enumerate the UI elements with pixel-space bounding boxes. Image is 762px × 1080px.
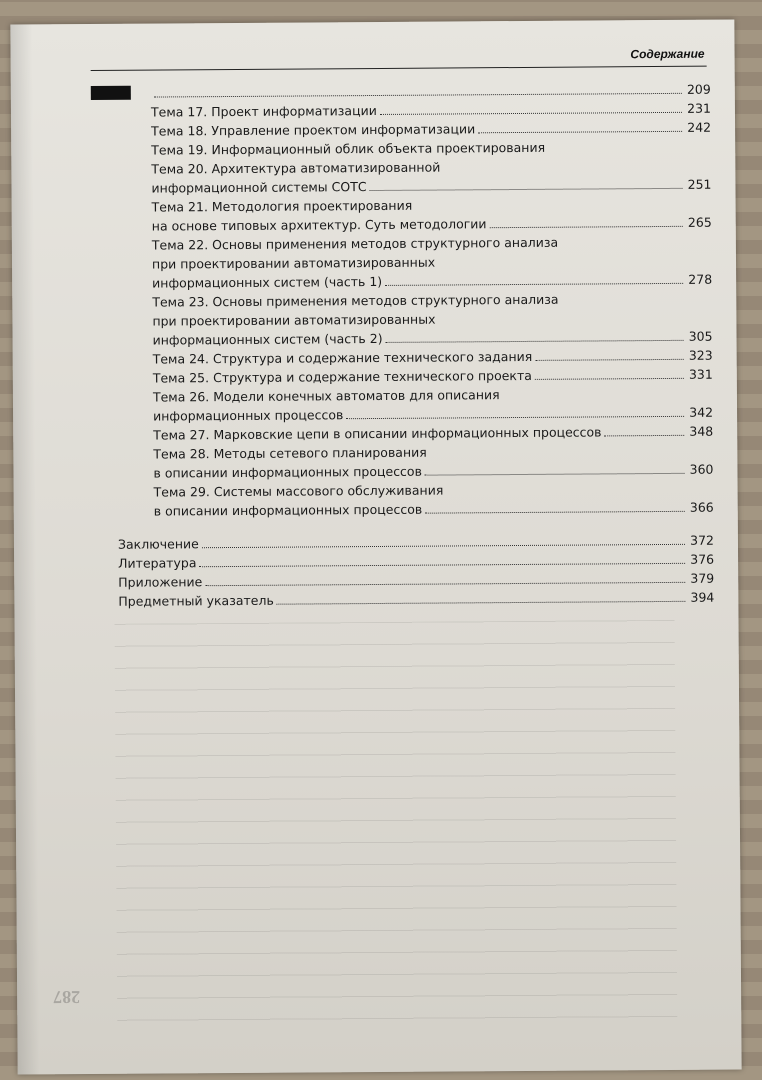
- toc-entry-title-line: Тема 26. Модели конечных автоматов для описания: [152, 387, 500, 405]
- toc-entry[interactable]: [91, 137, 711, 198]
- toc-entry-title-line: Заключение: [117, 536, 199, 552]
- toc-leader-dots: [425, 472, 685, 476]
- toc-entry-title-line: Тема 17. Проект информатизации: [150, 102, 377, 120]
- toc-leader-dots: [535, 377, 684, 380]
- toc-page-number: 305: [688, 328, 713, 344]
- toc-leader-dots: [202, 543, 685, 548]
- toc-entry-title-line: Тема 20. Архитектура автоматизированной: [151, 159, 441, 177]
- toc-entry[interactable]: [92, 232, 712, 293]
- toc-entry[interactable]: [94, 479, 714, 521]
- toc-leader-dots: [605, 434, 685, 437]
- toc-entry-title-line: Тема 28. Методы сетевого планирования: [153, 444, 427, 462]
- toc-back-matter: [94, 531, 715, 611]
- toc-entries: [91, 99, 714, 521]
- toc-entry-title-line: Тема 19. Информационный облик объекта проектирования: [151, 139, 546, 158]
- toc-entry-title-line: Литература: [118, 555, 197, 571]
- toc-leader-dots: [277, 600, 686, 605]
- toc-page-number: 251: [687, 176, 712, 192]
- toc-entry-title-line: информационных систем (часть 2): [152, 330, 383, 348]
- toc-entry-title-line: Тема 24. Структура и содержание технического задания: [152, 348, 533, 367]
- toc-page-number: 323: [688, 347, 713, 363]
- toc-entry-title-line: информационных процессов: [153, 407, 344, 424]
- toc-entry-title-line: Тема 21. Методология проектирования: [151, 197, 413, 215]
- toc-page-number: 376: [690, 551, 715, 567]
- toc-entry-title-line: при проектировании автоматизированных: [152, 311, 436, 329]
- toc-entry-title-line: Тема 27. Марковские цепи в описании информационных процессов: [153, 424, 602, 443]
- toc-page-number: 379: [690, 570, 715, 586]
- toc-page-number: 366: [689, 499, 714, 515]
- toc-entry-title-line: Тема 29. Системы массового обслуживания: [153, 482, 444, 500]
- toc-entry[interactable]: [93, 441, 713, 483]
- toc-page-number: 209: [686, 81, 711, 97]
- reverse-side-bleed-through: [115, 620, 678, 1024]
- toc-entry-title-line: Предметный указатель: [118, 592, 274, 609]
- toc-page-number: 342: [689, 404, 714, 420]
- toc-page-number: 331: [688, 366, 713, 382]
- toc-leader-dots: [154, 92, 682, 98]
- toc-entry-title-line: информационной системы СОТС: [151, 179, 367, 196]
- toc-page-number: 348: [689, 423, 714, 439]
- toc-entry-title-line: на основе типовых архитектур. Суть методологии: [151, 216, 487, 234]
- toc-leader-dots: [385, 282, 683, 286]
- toc-entry-title-line: Тема 18. Управление проектом информатизации: [151, 121, 476, 139]
- toc-entry-title-line: в описании информационных процессов: [153, 463, 422, 481]
- toc-page-number: 231: [687, 100, 711, 116]
- toc-page-number: 265: [687, 214, 712, 230]
- book-page: [10, 19, 741, 1074]
- toc-page-number: 242: [687, 119, 712, 135]
- toc-page-number: 372: [690, 532, 715, 548]
- toc-entry-title-line: Приложение: [118, 574, 203, 590]
- toc-leader-dots: [478, 130, 682, 133]
- toc-entry[interactable]: [94, 588, 714, 611]
- toc-entry-title-line: при проектировании автоматизированных: [151, 254, 436, 272]
- toc-leader-dots: [199, 562, 685, 567]
- toc-entry-title-line: Тема 25. Структура и содержание технического проекта: [152, 367, 532, 386]
- toc-leader-dots: [346, 415, 684, 419]
- toc-entry[interactable]: [93, 384, 713, 426]
- toc-page-number: 394: [690, 589, 715, 605]
- table-of-contents: [91, 80, 715, 611]
- toc-leader-dots: [205, 581, 685, 586]
- toc-entry-title-line: Тема 23. Основы применения методов структурного анализа: [152, 291, 559, 310]
- toc-entry[interactable]: [92, 289, 712, 350]
- running-header: [91, 46, 707, 71]
- toc-page-number: 360: [689, 461, 714, 477]
- toc-leader-dots: [425, 510, 685, 514]
- toc-leader-dots: [370, 187, 683, 191]
- toc-leader-dots: [535, 358, 683, 361]
- toc-entry-title-line: информационных систем (часть 1): [152, 273, 383, 291]
- toc-page-number: 278: [688, 271, 713, 287]
- toc-leader-dots: [386, 339, 684, 343]
- toc-leader-dots: [380, 111, 682, 115]
- running-header-title: Содержание: [630, 46, 705, 62]
- reverse-folio-ghost: 287: [53, 987, 81, 1008]
- toc-leader-dots: [490, 225, 683, 228]
- toc-entry[interactable]: [92, 194, 712, 236]
- toc-entry-title-line: Тема 22. Основы применения методов структурного анализа: [151, 234, 559, 253]
- toc-entry-title-line: в описании информационных процессов: [153, 501, 423, 519]
